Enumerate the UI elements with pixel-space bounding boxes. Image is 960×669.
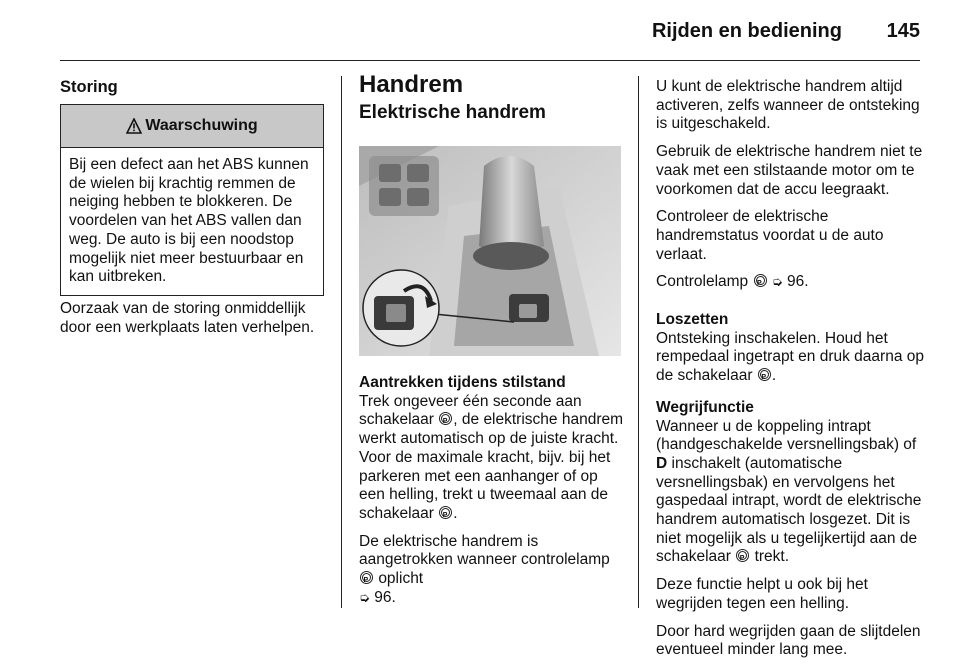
column-2-text [359, 374, 625, 616]
paragraph-battery: Gebruik de elektrische handrem niet te vaak met een stilstaande motor om te voorkomen dat de accu leegraakt. [656, 143, 923, 198]
parking-brake-symbol-icon [439, 412, 452, 425]
page-reference[interactable]: 96. [374, 588, 396, 606]
drive-text-a: Wanneer u de koppeling intrapt (handgeschakelde versnellingsbak) of [656, 417, 917, 454]
page-reference-icon: ➭ [359, 589, 370, 605]
subtitle-electric-handbrake: Elektrische handrem [359, 101, 546, 123]
paragraph-activate: U kunt de elektrische handrem altijd activeren, zelfs wanneer de ontsteking is uitgeschakeld. [656, 78, 920, 133]
paragraph-hill-start: Deze functie helpt u ook bij het wegrijden tegen een helling. [656, 576, 868, 612]
apply-text-a: Trek ongeveer één seconde aan schakelaar [359, 392, 582, 429]
warning-triangle-icon [126, 118, 142, 134]
warning-title: Waarschuwing [145, 117, 258, 134]
section-title-handrem: Handrem [359, 71, 464, 98]
drive-away-paragraph [656, 418, 926, 568]
column-divider [341, 76, 342, 608]
header-title: Rijden en bediening [651, 20, 842, 42]
paragraph-control-lamp [656, 273, 926, 292]
drive-away-heading: Wegrijfunctie [656, 398, 754, 416]
release-paragraph [656, 330, 926, 386]
page-reference[interactable]: 96. [787, 273, 809, 291]
warning-box [60, 104, 324, 296]
applied-text-b: oplicht [378, 570, 424, 588]
drive-text-b: inschakelt (automatische versnellingsbak) en vervolgens het gaspedaal intrapt, wordt de elektrische handrem automatisch losgezet. Dit is niet mogelijk als u tegelijkertijd aan de schakelaar [656, 454, 922, 566]
column-2-heading [359, 71, 625, 131]
parking-brake-symbol-icon [360, 571, 373, 584]
release-text: Ontsteking inschakelen. Houd het rempedaal ingetrapt en druk daarna op de schakelaar [656, 329, 924, 385]
parking-brake-symbol-icon [736, 549, 749, 562]
apply-text-c: . [453, 504, 458, 522]
page-reference-icon: ➭ [771, 274, 783, 290]
parking-brake-symbol-icon [754, 274, 767, 287]
warning-body: Bij een defect aan het ABS kunnen de wielen bij krachtig remmen de neiging hebben te blokkeren. De voordelen van het ABS vallen dan weg. De auto is bij een noodstop mogelijk niet meer bestuurbaar en kan uitbreken. [69, 156, 309, 286]
page-number: 145 [886, 20, 920, 42]
paragraph-check-status: Controleer de elektrische handremstatus voordat u de auto verlaat. [656, 208, 884, 263]
parking-brake-symbol-icon [439, 506, 452, 519]
warning-header [61, 105, 323, 148]
section-title: Storing [60, 78, 118, 96]
handbrake-figure [359, 146, 621, 356]
gear-d-label: D [656, 454, 668, 472]
header-rule [60, 60, 920, 61]
apply-text-b: , de elektrische handrem werkt automatisch op de juiste kracht. Voor de maximale kracht, bijv. bij het parkeren met een aanhanger of op een helling, trekt u tweemaal aan de schakelaar [359, 411, 624, 522]
column-3-text [656, 78, 926, 669]
column-1 [60, 78, 326, 106]
applied-paragraph [359, 533, 625, 608]
apply-heading: Aantrekken tijdens stilstand [359, 374, 566, 391]
column-divider [638, 76, 639, 608]
release-heading: Loszetten [656, 311, 729, 329]
release-text-end: . [771, 367, 777, 385]
control-lamp-text: Controlelamp [656, 273, 749, 291]
paragraph-wear: Door hard wegrijden gaan de slijtdelen eventueel minder lang mee. [656, 622, 921, 659]
drive-text-c: trekt. [754, 548, 790, 566]
parking-brake-symbol-icon [758, 368, 771, 381]
applied-text-a: De elektrische handrem is aangetrokken wanneer controlelamp [359, 532, 610, 569]
apply-paragraph [359, 393, 625, 524]
cause-paragraph: Oorzaak van de storing onmiddellijk door een werkplaats laten verhelpen. [60, 300, 315, 336]
page-header [0, 0, 960, 60]
